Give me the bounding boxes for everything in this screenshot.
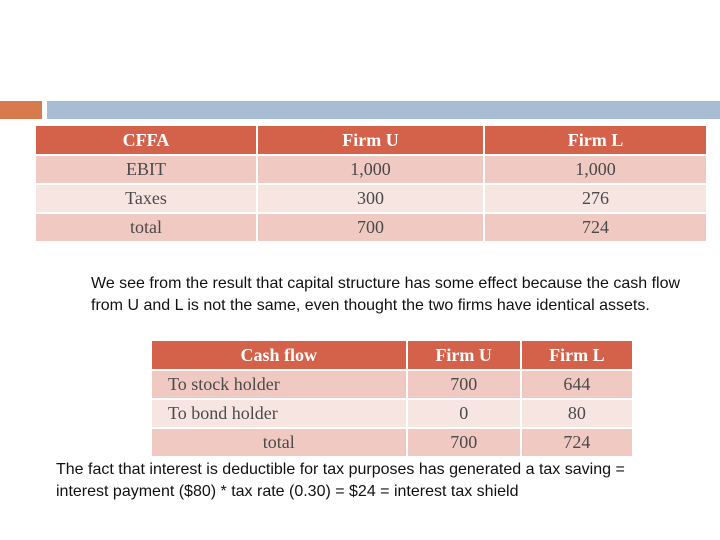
- row-label: total: [36, 212, 256, 241]
- firm-u-value: 700: [408, 369, 520, 398]
- table-header-row: [36, 126, 706, 154]
- firm-l-value: 80: [522, 398, 632, 427]
- row-label: EBIT: [36, 154, 256, 183]
- header-firm-l: Firm L: [485, 126, 706, 154]
- firm-l-value: 644: [522, 369, 632, 398]
- firm-u-value: 0: [408, 398, 520, 427]
- header-cffa: CFFA: [36, 126, 256, 154]
- table-header-row: [152, 341, 632, 369]
- table-row: [152, 369, 632, 398]
- cash-flow-table: [150, 341, 634, 456]
- firm-u-value: 300: [258, 183, 483, 212]
- firm-l-value: 276: [485, 183, 706, 212]
- header-firm-l: Firm L: [522, 341, 632, 369]
- firm-u-value: 1,000: [258, 154, 483, 183]
- table-row: [152, 427, 632, 456]
- row-label: Taxes: [36, 183, 256, 212]
- row-label: To stock holder: [152, 369, 406, 398]
- firm-u-value: 700: [408, 427, 520, 456]
- firm-u-value: 700: [258, 212, 483, 241]
- row-label: To bond holder: [152, 398, 406, 427]
- cffa-table: [34, 126, 708, 241]
- capital-structure-paragraph: We see from the result that capital structure has some effect because the cash flow from U and L is not the same, even thought the two firms have identical assets.: [91, 275, 681, 314]
- firm-l-value: 1,000: [485, 154, 706, 183]
- header-cash-flow: Cash flow: [152, 341, 406, 369]
- accent-bar-orange: [0, 101, 42, 119]
- tax-shield-paragraph: The fact that interest is deductible for tax purposes has generated a tax saving = interest payment ($80) * tax rate (0.30) = $24 = interest tax shield: [56, 461, 625, 500]
- table-row: [36, 154, 706, 183]
- firm-l-value: 724: [522, 427, 632, 456]
- table-row: [152, 398, 632, 427]
- table-row: [36, 183, 706, 212]
- header-firm-u: Firm U: [408, 341, 520, 369]
- row-label: total: [152, 427, 406, 456]
- header-firm-u: Firm U: [258, 126, 483, 154]
- firm-l-value: 724: [485, 212, 706, 241]
- table-row: [36, 212, 706, 241]
- accent-bar-blue: [47, 101, 720, 119]
